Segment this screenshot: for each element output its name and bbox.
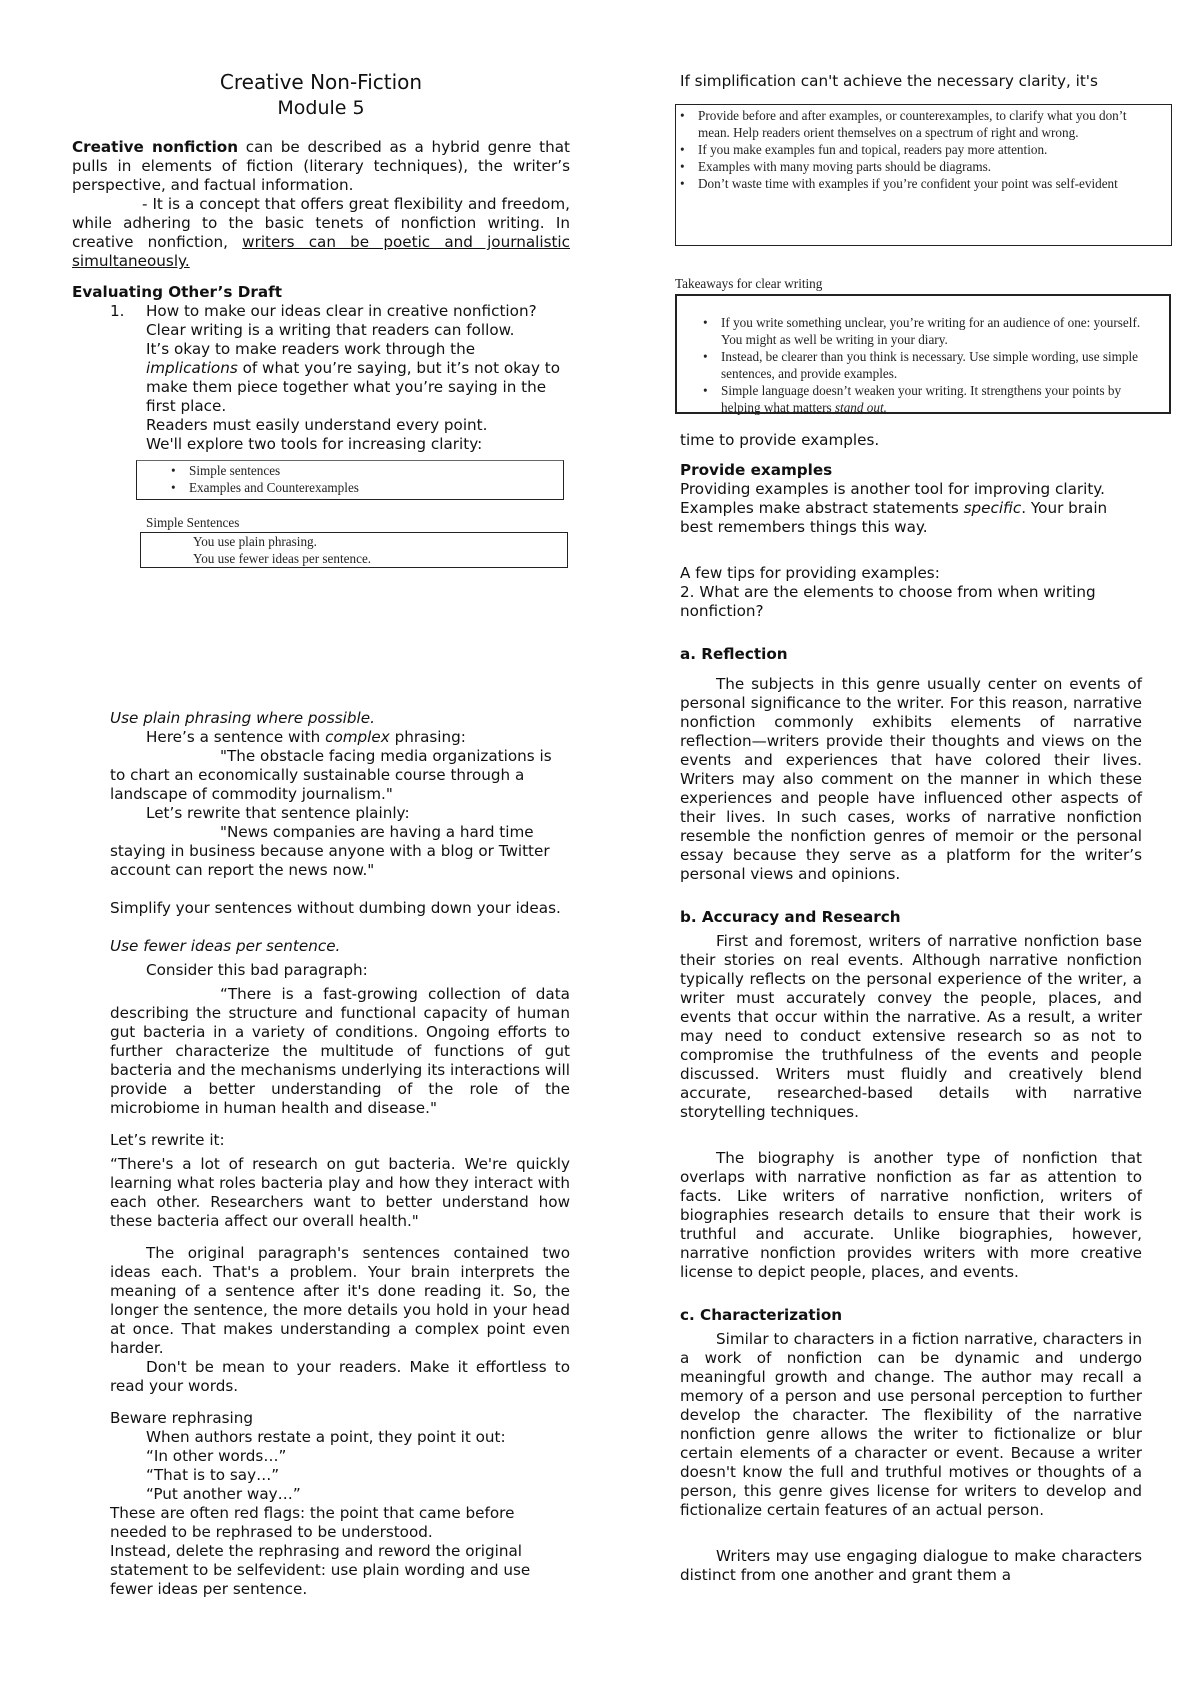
biography-text: The biography is another type of nonfiction that overlaps with narrative nonfiction as far as attention to facts. Like writers of narrative nonfiction, writers of biographies research details to ensure that their work is truthful and accurate. Unlike biographies, however, narrative nonfiction provides writers with more creative license to depict people, places, and events. [680, 1149, 1142, 1281]
time-to-provide-line: time to provide examples. [680, 431, 880, 449]
intro-underlined-text: writers can be poetic and journalistic simultaneously. [72, 233, 571, 270]
phrase-1: “In other words…” [146, 1447, 287, 1465]
implications-text-b: of what you’re saying, but it’s not okay to make them piece together what you’re saying in the first place. [146, 359, 561, 415]
intro-term: Creative nonfiction [72, 138, 239, 156]
complex-line [110, 728, 570, 747]
accuracy-heading: b. Accuracy and Research [680, 908, 901, 926]
quote-rewritten: “There's a lot of research on gut bacteria. We're quickly learning what roles bacteria play and how they interact with each other. Researchers want to better understand how these bacteria affect our overall health." [110, 1155, 570, 1230]
few-tips-line: A few tips for providing examples: [680, 564, 940, 582]
simple-item-2: You use fewer ideas per sentence. [193, 551, 372, 566]
tip-4: • Don’t waste time with examples if you’re confident your point was self-evident [698, 175, 1153, 192]
takeaway-3-text: Simple language doesn’t weaken your writing. It strengthens your points by helping what matters [721, 383, 1122, 415]
quote-plain: "News companies are having a hard time staying in business because anyone with a blog or Twitter account can report the news now." [110, 823, 550, 879]
simple-item-1: You use plain phrasing. [193, 534, 317, 549]
reflection-text: The subjects in this genre usually center on events of personal significance to the writer. For this reason, narrative nonfiction commonly exhibits elements of narrative reflection—writers provide their thoughts and views on the events and experiences that have colored their lives. Writers may also comment on the manner in which these experiences and people have influenced other aspects of their lives. In such cases, works of narrative nonfiction resemble the nonfiction genres of memoir or the personal essay because they serve as a platform for the writer’s personal views and opinions. [680, 675, 1142, 883]
characterization-heading: c. Characterization [680, 1306, 843, 1324]
quote-complex: "The obstacle facing media organizations is to chart an economically sustainable course through a landscape of commodity journalism." [110, 747, 552, 803]
implications-text-a: It’s okay to make readers work through the [146, 340, 476, 358]
instead-text: Instead, delete the rephrasing and reword the original statement to be selfevident: use plain wording and use fewer ideas per sentence. [110, 1542, 531, 1598]
tip-3: • Examples with many moving parts should be diagrams. [698, 158, 1153, 175]
takeaways-box [675, 294, 1171, 414]
takeaway-3-emphasis: stand out. [834, 400, 887, 415]
provide-examples-heading: Provide examples [680, 461, 833, 479]
takeaway-1: • If you write something unclear, you’re writing for an audience of one: yourself. You might as well be writing in your diary. [721, 314, 1161, 348]
page-subtitle: Module 5 [277, 97, 365, 119]
simplification-line: If simplification can't achieve the necessary clarity, it's [680, 72, 1098, 90]
takeaway-3 [721, 382, 1161, 416]
takeaway-2: • Instead, be clearer than you think is necessary. Use simple wording, use simple sentences, and provide examples. [721, 348, 1161, 382]
question-1-number: 1. [110, 302, 125, 320]
reflection-heading: a. Reflection [680, 645, 788, 663]
plain-phrasing-heading: Use plain phrasing where possible. [110, 709, 375, 727]
fewer-ideas-heading: Use fewer ideas per sentence. [110, 937, 341, 955]
simple-sentences-label: Simple Sentences [146, 515, 240, 530]
question-1-block [146, 302, 570, 454]
beware-heading: Beware rephrasing [110, 1409, 254, 1427]
tip-1: • Provide before and after examples, or counterexamples, to clarify what you don’t mean. Help readers orient themselves on a spectrum of right and wrong. [698, 107, 1153, 141]
red-flags-text: These are often red flags: the point that came before needed to be rephrased to be understood. [110, 1504, 515, 1541]
provide-text-a: Examples make abstract statements [680, 499, 964, 517]
rewrite-plainly-line: Let’s rewrite that sentence plainly: [146, 804, 410, 822]
implications-word: implications [146, 359, 238, 377]
phrase-3: “Put another way…” [146, 1485, 301, 1503]
eval-heading: Evaluating Other’s Draft [72, 283, 282, 301]
dialogue-text: Writers may use engaging dialogue to make characters distinct from one another and grant them a [680, 1547, 1142, 1584]
tip-2: • If you make examples fun and topical, readers pay more attention. [698, 141, 1153, 158]
takeaways-label: Takeaways for clear writing [675, 276, 823, 291]
question-2-line: 2. What are the elements to choose from when writing nonfiction? [680, 583, 1096, 620]
original-paragraph-text: The original paragraph's sentences contained two ideas each. That's a problem. Your brain interprets the meaning of a sentence after it's done reading it. So, the longer the sentence, the more details you hold in your head at once. That makes understanding a complex point even harder. [110, 1244, 570, 1357]
when-authors-line: When authors restate a point, they point it out: [146, 1428, 506, 1446]
tools-item-2: • Examples and Counterexamples [189, 479, 563, 496]
intro-definition: can be described as a hybrid genre that pulls in elements of fiction (literary techniques), the writer’s perspective, and factual information. [72, 138, 570, 194]
simplify-line: Simplify your sentences without dumbing down your ideas. [110, 899, 561, 917]
clear-writing-line: Clear writing is a writing that readers can follow. [146, 321, 515, 339]
characterization-text: Similar to characters in a fiction narrative, characters in a work of nonfiction can be dynamic and undergo meaningful growth and change. The author may recall a memory of a person and use personal perception to further develop the character. The flexibility of the narrative nonfiction genre allows the writer to fictionalize or blur certain elements of a character or event. Because a writer doesn't know the full and truthful motives or thoughts of a person, this genre gives license for writers to develop and fictionalize certain features of an actual person. [680, 1330, 1142, 1519]
two-tools-line: We'll explore two tools for increasing clarity: [146, 435, 483, 453]
provide-examples-line-1: Providing examples is another tool for improving clarity. [680, 480, 1105, 498]
right-flow [680, 431, 1142, 1585]
rewrite-it-line: Let’s rewrite it: [110, 1131, 225, 1149]
simple-sentences-box [140, 532, 568, 568]
quote-bad-paragraph: “There is a fast-growing collection of data describing the structure and functional capacity of human gut bacteria in a variety of conditions. Ongoing efforts to further characterize the multitude of functions of gut bacteria and the mechanisms underlying its interactions will provide a better understanding of the role of the microbiome in human health and disease." [110, 985, 570, 1117]
question-1-text: How to make our ideas clear in creative nonfiction? [146, 302, 537, 320]
readers-line: Readers must easily understand every point. [146, 416, 488, 434]
provide-specific-word: specific [963, 499, 1022, 517]
intro-second-paragraph [72, 195, 570, 271]
provide-text-b: . Your brain best remembers things this way. [680, 499, 1108, 536]
page-title: Creative Non-Fiction [219, 70, 423, 94]
provide-examples-line-2 [680, 499, 1142, 537]
examples-tips-box [675, 104, 1172, 246]
accuracy-text: First and foremost, writers of narrative nonfiction base their stories on real events. Although narrative nonfiction typically reflects on the personal experience of the writer, a writer must accurately convey the people, places, and events that occur within the narrative. As a result, a writer may need to conduct extensive research so as not to compromise the truthfulness of the events and people discussed. Writers must fluidly and creatively blend accurate, researched-based details with narrative storytelling techniques. [680, 932, 1142, 1121]
intro-paragraph [72, 138, 570, 195]
implications-line [146, 340, 570, 416]
intro-second-text: - It is a concept that offers great flexibility and freedom, while adhering to the basic tenets of nonfiction writing. In creative nonfiction, [72, 195, 570, 251]
complex-text-b: phrasing: [389, 728, 466, 746]
dont-be-mean-text: Don't be mean to your readers. Make it effortless to read your words. [110, 1358, 570, 1395]
plain-phrasing-section [110, 709, 570, 1599]
tools-item-1: • Simple sentences [189, 462, 563, 479]
complex-word: complex [325, 728, 390, 746]
phrase-2: “That is to say…” [146, 1466, 280, 1484]
tools-box [136, 460, 564, 500]
consider-line: Consider this bad paragraph: [146, 961, 368, 979]
complex-text-a: Here’s a sentence with [146, 728, 326, 746]
